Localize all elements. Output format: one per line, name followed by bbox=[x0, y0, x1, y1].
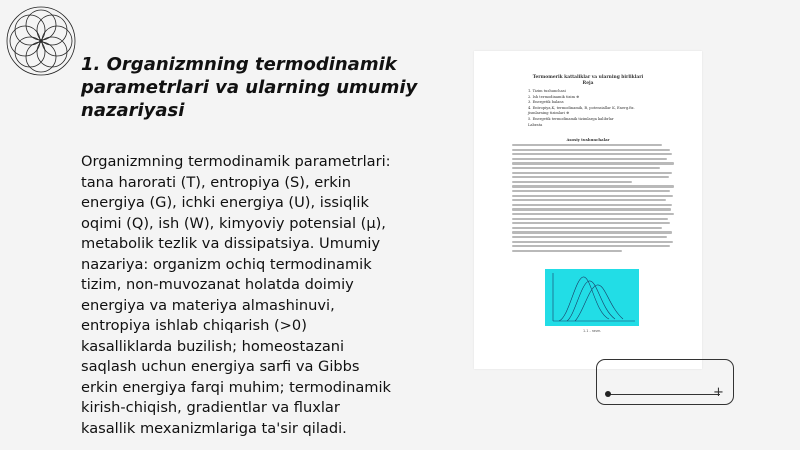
document-text-line bbox=[512, 185, 674, 187]
document-text-line bbox=[512, 218, 668, 220]
document-text-line bbox=[512, 190, 670, 192]
document-text-line bbox=[512, 227, 662, 229]
document-section-heading: Asosiy tushunchalar bbox=[566, 137, 610, 142]
document-text-line bbox=[512, 172, 672, 174]
document-figure bbox=[545, 269, 639, 326]
document-text-line bbox=[512, 144, 662, 146]
plan-item: jismlarning tizimlari ⊕ bbox=[528, 111, 570, 116]
document-text-line bbox=[512, 153, 672, 155]
document-plan-list bbox=[528, 89, 635, 128]
document-text-line bbox=[512, 222, 670, 224]
document-text-line bbox=[512, 241, 673, 243]
plan-item: 1. Tizim tushunchasi bbox=[528, 89, 566, 93]
decorative-circles-logo bbox=[2, 2, 80, 80]
document-text-line bbox=[512, 162, 674, 164]
document-text-line bbox=[512, 231, 672, 233]
document-text-line bbox=[512, 181, 632, 183]
document-text-line bbox=[512, 213, 674, 215]
document-text-line bbox=[512, 195, 673, 197]
slide-title: 1. Organizmning termodinamik parametrlari va ularning umumiy nazariyasi bbox=[81, 54, 418, 121]
document-text-line bbox=[512, 176, 669, 178]
document-text-line bbox=[512, 204, 672, 206]
document-heading: Termomerik kattaliklar va ularning birliklari bbox=[532, 75, 644, 80]
plan-item: 3. Energetik balans bbox=[528, 100, 564, 105]
document-text-line bbox=[512, 199, 666, 201]
document-text-line bbox=[512, 208, 671, 210]
document-text-line bbox=[512, 167, 660, 169]
plan-item: 4. Entropiya,K, termodinamik, B, potensiallar K, Energ.fiz. bbox=[528, 105, 635, 110]
plan-item: 5. Energetik termodinamik tizimlarga kalibrlar bbox=[528, 116, 614, 121]
plan-item: 2. Ish termodinamik tizim ⊕ bbox=[528, 94, 580, 99]
figure-caption: 1.1 - rasm. bbox=[583, 329, 602, 333]
figure-curves bbox=[545, 269, 639, 326]
plan-item: Labrata bbox=[528, 122, 543, 127]
document-text-line bbox=[512, 245, 670, 247]
document-text-line bbox=[512, 236, 667, 238]
document-subheading-plan: Reja bbox=[582, 81, 594, 86]
decorative-dot-icon bbox=[605, 391, 611, 397]
decorative-line bbox=[608, 394, 720, 395]
document-text-line bbox=[512, 250, 622, 252]
document-text-line bbox=[512, 149, 670, 151]
plus-icon: + bbox=[713, 385, 724, 400]
slide-body-text: Organizmning termodinamik parametrlari: tana harorati (T), entropiya (S), erkin energiya (G), ichki energiya (U), issiqlik oqimi (Q), ish (W), kimyoviy potensial (μ), metabolik tezlik va dissipatsiya. Umumiy nazariya: organizm ochiq termodinamik tizim, non-muvozanat holatda doimiy energiya va materiya almashinuvi, entropiya ishlab chiqarish (>0) kasalliklarda buzilish; homeostazani saqlash uchun energiya sarfi va Gibbs erkin energiya farqi muhim; termodinamik kirish-chiqish, gradientlar va fluxlar kasallik mexanizmlariga ta'sir qiladi. bbox=[81, 153, 392, 437]
document-text-line bbox=[512, 158, 667, 160]
